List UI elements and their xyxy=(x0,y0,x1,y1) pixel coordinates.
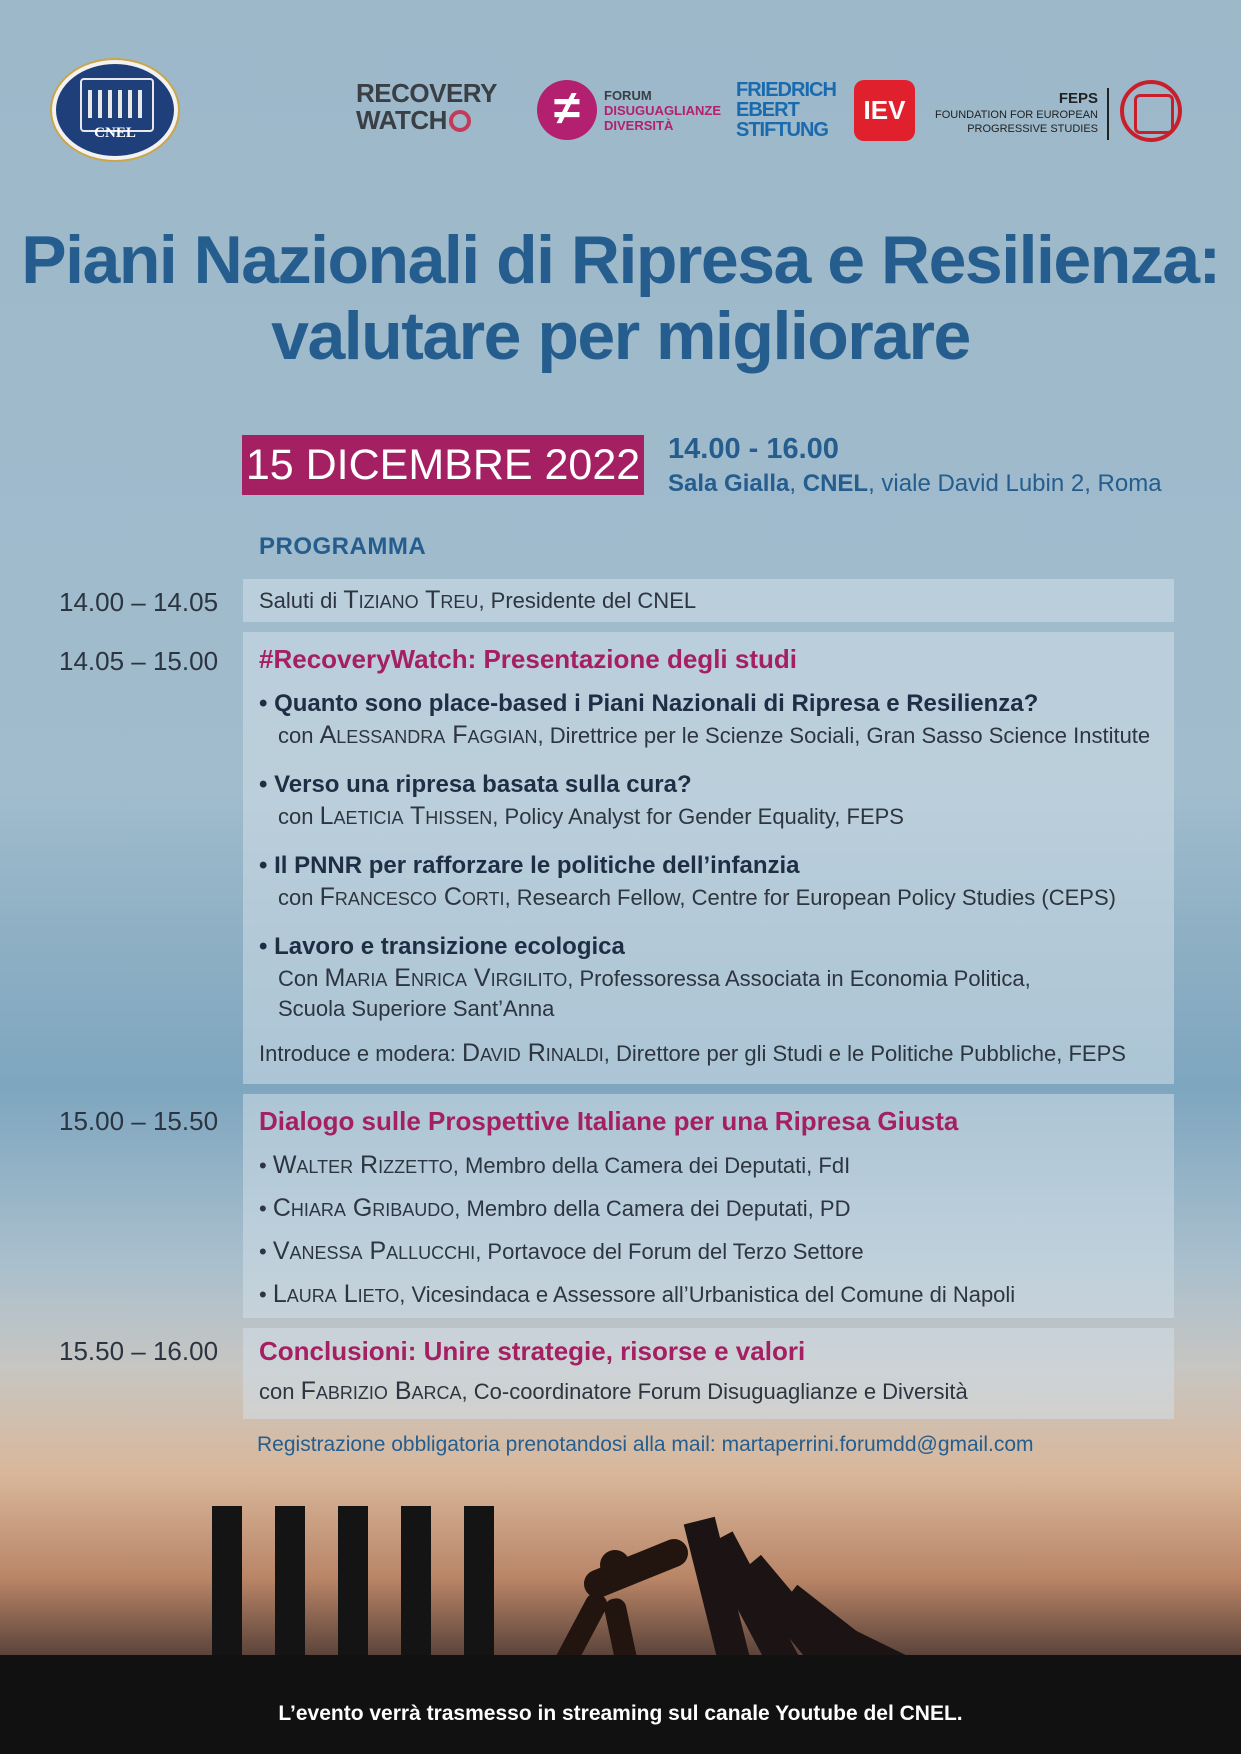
pillar xyxy=(401,1506,431,1666)
domino-illustration xyxy=(0,1480,1241,1680)
venue-org: CNEL xyxy=(802,470,869,497)
speaker-role: , Membro della Camera dei Deputati, FdI xyxy=(452,1153,851,1178)
speaker-name: Tiziano Treu xyxy=(343,586,479,614)
title-line2: valutare per migliorare xyxy=(271,298,970,374)
fes-line3: STIFTUNG xyxy=(736,119,828,141)
slot1-text xyxy=(259,585,1158,616)
speaker-name: Fabrizio Barca xyxy=(300,1377,462,1405)
speaker-name: Chiara Gribaudo xyxy=(272,1194,455,1222)
slot2-block xyxy=(243,632,1174,1084)
bullet: • xyxy=(259,690,275,717)
pillar xyxy=(275,1506,305,1666)
slot1-time: 14.00 – 14.05 xyxy=(59,587,219,617)
speaker-pre: con xyxy=(278,723,320,748)
speaker-name: David Rinaldi xyxy=(462,1039,604,1067)
feps-line1: FOUNDATION FOR EUROPEAN xyxy=(935,109,1098,121)
panelist xyxy=(259,1273,1158,1316)
talk-title-text: Quanto sono place-based i Piani Nazionali di Ripresa e Resilienza? xyxy=(274,690,1039,717)
speaker-pre: con xyxy=(278,804,320,829)
fes-line1: FRIEDRICH xyxy=(736,79,836,101)
speaker-role: , Direttrice per le Scienze Sociali, Gran Sasso Science Institute xyxy=(537,723,1151,748)
speaker-role: , Research Fellow, Centre for European Policy Studies (CEPS) xyxy=(504,885,1116,910)
slot4-block xyxy=(243,1328,1174,1419)
bullet: • xyxy=(259,1282,273,1307)
venue-place: Sala Gialla xyxy=(668,470,790,497)
speaker-role: , Direttore per gli Studi e le Politiche Pubbliche, FEPS xyxy=(603,1041,1126,1066)
feps-emblem-icon xyxy=(1120,80,1182,142)
recovery-watch-logo xyxy=(356,80,516,134)
talk-title-text: Il PNNR per rafforzare le politiche dell’infanzia xyxy=(274,852,800,879)
slot3-block xyxy=(243,1094,1174,1318)
person-body xyxy=(580,1535,692,1602)
slot1-pre: Saluti di xyxy=(259,588,344,613)
speaker-name: Francesco Corti xyxy=(319,883,505,911)
cnel-seal-label: CNEL xyxy=(94,125,136,141)
forum-dd-line3: DIVERSITÀ xyxy=(604,118,674,133)
registration-note: Registrazione obbligatoria prenotandosi alla mail: martaperrini.forumdd@gmail.com xyxy=(257,1433,1034,1456)
venue-sep: , xyxy=(789,470,803,497)
talk-speaker-affiliation: Scuola Superiore Sant’Anna xyxy=(278,996,555,1021)
event-venue xyxy=(668,470,1162,498)
talk-title-text: Lavoro e transizione ecologica xyxy=(274,933,625,960)
slot4-speaker xyxy=(259,1376,1158,1407)
recovery-watch-line1: RECOVERY xyxy=(356,78,497,108)
talk-title xyxy=(259,769,1158,801)
panelist xyxy=(259,1187,1158,1230)
moderator xyxy=(259,1038,1158,1069)
talk-title xyxy=(259,931,1158,963)
speaker-name: Walter Rizzetto xyxy=(272,1151,453,1179)
slot1-block xyxy=(243,579,1174,622)
iev-logo: IEV xyxy=(854,80,915,141)
pillar xyxy=(212,1506,242,1666)
speaker-name: Maria Enrica Virgilito xyxy=(324,964,568,992)
speaker-name: Laeticia Thissen xyxy=(319,802,493,830)
speaker-pre: con xyxy=(259,1379,301,1404)
panelist xyxy=(259,1144,1158,1187)
slot4-time: 15.50 – 16.00 xyxy=(59,1336,219,1366)
speaker-role: , Portavoce del Forum del Terzo Settore xyxy=(475,1239,864,1264)
speaker-role: , Membro della Camera dei Deputati, PD xyxy=(454,1196,851,1221)
pillar xyxy=(338,1506,368,1666)
building-icon xyxy=(80,78,154,132)
eye-icon xyxy=(449,110,471,132)
event-date-badge: 15 DICEMBRE 2022 xyxy=(242,435,644,495)
speaker-role: , Policy Analyst for Gender Equality, FEPS xyxy=(492,804,904,829)
bullet: • xyxy=(259,1196,273,1221)
event-time: 14.00 - 16.00 xyxy=(668,433,839,465)
streaming-footer: L’evento verrà trasmesso in streaming sul canale Youtube del CNEL. xyxy=(278,1702,963,1725)
programma-heading: PROGRAMMA xyxy=(259,533,427,560)
page-title xyxy=(0,222,1241,374)
forum-dd-line1: FORUM xyxy=(604,88,652,103)
speaker-role: , Vicesindaca e Assessore all’Urbanistica del Comune di Napoli xyxy=(399,1282,1016,1307)
speaker-name: Laura Lieto xyxy=(272,1280,400,1308)
bullet: • xyxy=(259,1153,273,1178)
bullet: • xyxy=(259,933,275,960)
speaker-name: Alessandra Faggian xyxy=(319,721,538,749)
moderator-pre: Introduce e modera: xyxy=(259,1041,463,1066)
venue-address: , viale David Lubin 2, Roma xyxy=(868,470,1162,497)
slot1-role: , Presidente del CNEL xyxy=(478,588,697,613)
slot3-time: 15.00 – 15.50 xyxy=(59,1106,219,1136)
forum-dd-logo xyxy=(604,88,721,133)
fes-line2: EBERT xyxy=(736,99,799,121)
talk-speaker xyxy=(259,882,1158,913)
bullet: • xyxy=(259,1239,273,1264)
feps-divider xyxy=(1107,88,1109,140)
fes-logo xyxy=(736,80,836,140)
talk-speaker xyxy=(259,963,1158,994)
slot2-heading: #RecoveryWatch: Presentazione degli studi xyxy=(259,644,797,674)
speaker-pre: Con xyxy=(278,966,325,991)
pillar xyxy=(464,1506,494,1666)
speaker-name: Vanessa Pallucchi xyxy=(272,1237,476,1265)
feps-acronym: FEPS xyxy=(1058,90,1098,107)
bullet: • xyxy=(259,852,275,879)
talk-title xyxy=(259,688,1158,720)
speaker-role: , Co-coordinatore Forum Disuguaglianze e Diversità xyxy=(461,1379,968,1404)
talk-speaker xyxy=(259,720,1158,751)
title-line1: Piani Nazionali di Ripresa e Resilienza: xyxy=(21,222,1220,298)
slot4-heading: Conclusioni: Unire strategie, risorse e valori xyxy=(259,1336,806,1366)
bullet: • xyxy=(259,771,275,798)
slot2-time: 14.05 – 15.00 xyxy=(59,646,219,676)
speaker-role: , Professoressa Associata in Economia Politica, xyxy=(567,966,1031,991)
talk-title-text: Verso una ripresa basata sulla cura? xyxy=(274,771,692,798)
talk-title xyxy=(259,850,1158,882)
slot3-heading: Dialogo sulle Prospettive Italiane per una Ripresa Giusta xyxy=(259,1106,959,1136)
recovery-watch-line2: WATCH xyxy=(356,105,447,135)
not-equal-icon: ≠ xyxy=(537,80,597,140)
cnel-seal-logo xyxy=(52,60,178,160)
feps-logo xyxy=(932,90,1098,136)
speaker-pre: con xyxy=(278,885,320,910)
panelist xyxy=(259,1230,1158,1273)
forum-dd-line2: DISUGUAGLIANZE xyxy=(604,103,721,118)
talk-speaker xyxy=(259,801,1158,832)
feps-line2: PROGRESSIVE STUDIES xyxy=(967,123,1098,135)
